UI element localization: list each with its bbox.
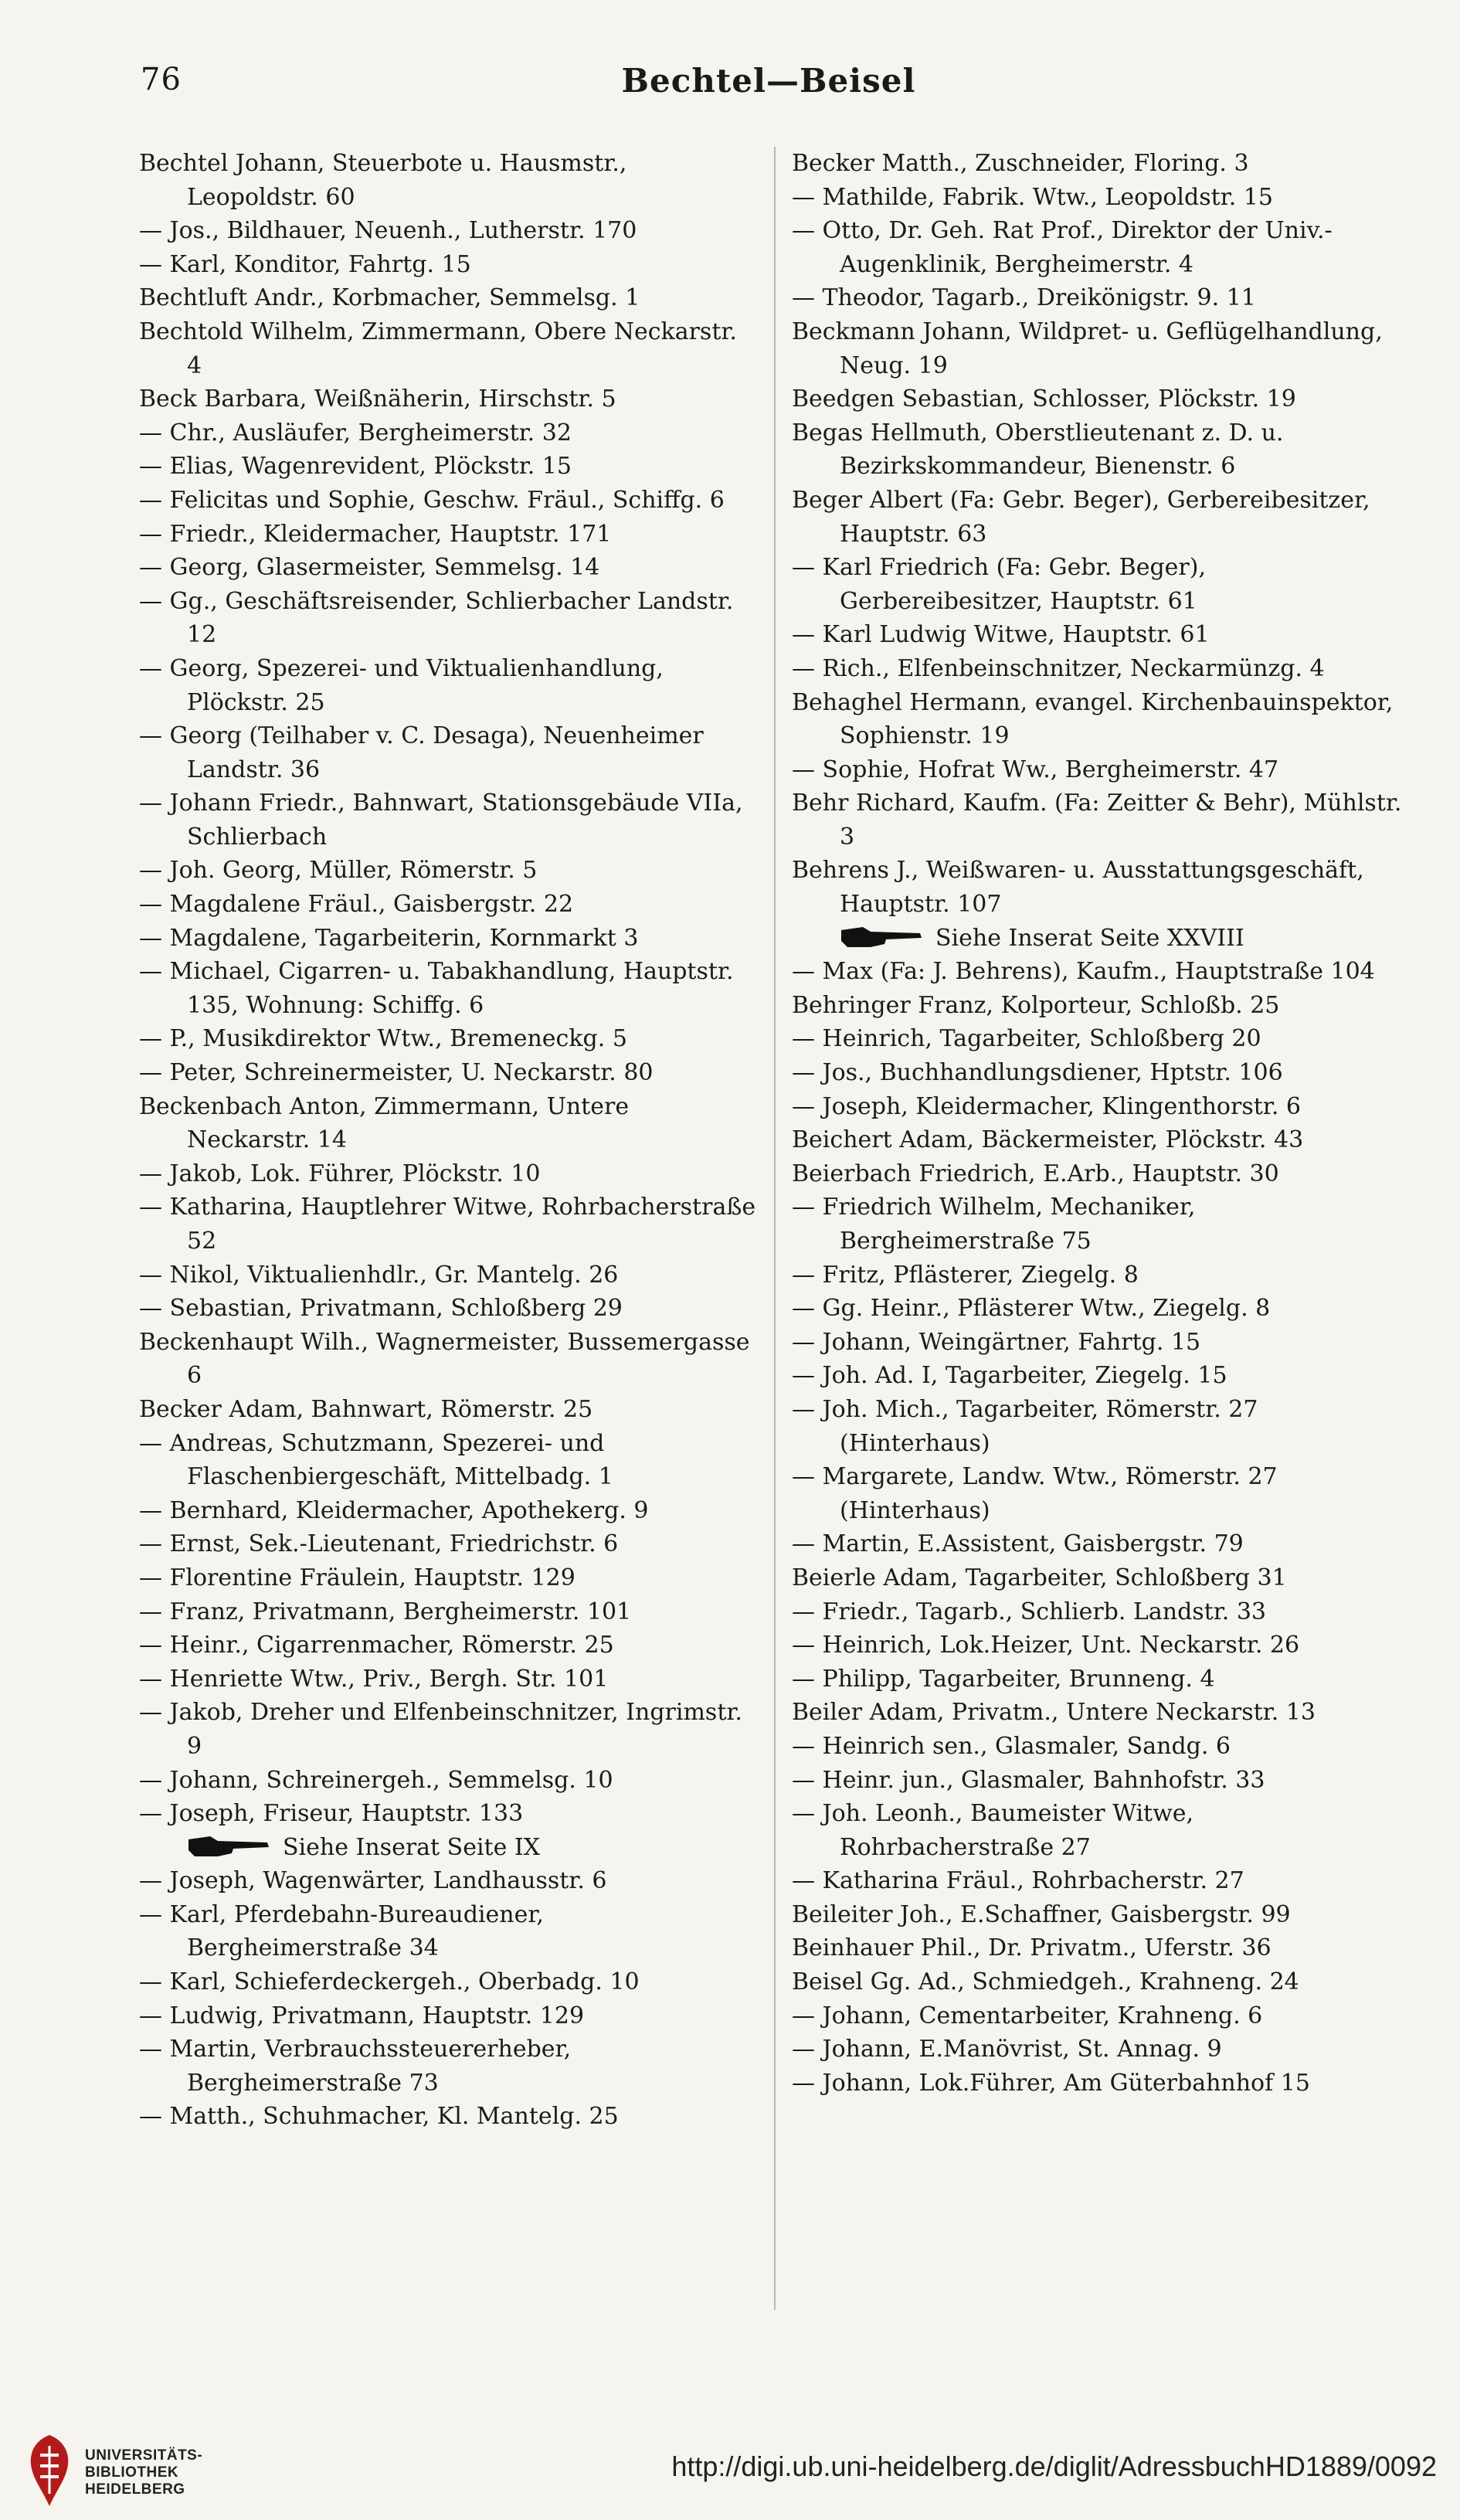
entry-text: — Joseph, Friseur, Hauptstr. 133 — [139, 1800, 524, 1828]
right-column-entry — [792, 1157, 1410, 1191]
entry-text: — Chr., Ausläufer, Bergheimerstr. 32 — [139, 419, 572, 447]
entry-text: — Nikol, Viktualienhdlr., Gr. Mantelg. 26 — [139, 1261, 619, 1289]
right-column-entry — [792, 1359, 1410, 1393]
entry-text: Bechtluft Andr., Korbmacher, Semmelsg. 1 — [139, 284, 640, 312]
right-column-entry — [792, 382, 1410, 416]
left-column-entry — [139, 1764, 757, 1798]
entry-text: — Heinr., Cigarrenmacher, Römerstr. 25 — [139, 1632, 614, 1659]
logo-line-1: UNIVERSITÄTS- — [85, 2447, 203, 2464]
entry-text: — Karl, Schieferdeckergeh., Oberbadg. 10 — [139, 1968, 640, 1996]
right-column-entry — [792, 181, 1410, 215]
left-column-entry — [139, 1056, 757, 1090]
left-column-entry — [139, 1190, 757, 1258]
entry-text: — Jos., Bildhauer, Neuenh., Lutherstr. 170 — [139, 217, 637, 245]
left-column-entry — [139, 1326, 757, 1393]
entry-text: — Jakob, Lok. Führer, Plöckstr. 10 — [139, 1160, 541, 1187]
entry-text: — Georg, Spezerei- und Viktualienhandlung, Plöckstr. 25 — [139, 654, 664, 716]
entry-text: — Martin, E.Assistent, Gaisbergstr. 79 — [792, 1530, 1244, 1558]
entry-text: — Michael, Cigarren- u. Tabakhandlung, Hauptstr. 135, Wohnung: Schiffg. 6 — [139, 958, 734, 1019]
library-logo — [22, 2432, 207, 2517]
right-column-entry — [792, 1460, 1410, 1527]
entry-text: — Heinrich, Lok.Heizer, Unt. Neckarstr. 26 — [792, 1632, 1300, 1659]
left-column-entry — [139, 450, 757, 484]
column-divider — [774, 147, 776, 2310]
entry-text: Siehe Inserat Seite XXVIII — [935, 924, 1244, 952]
right-column-entry — [792, 922, 1410, 956]
left-column-entry — [139, 1427, 757, 1494]
right-column-entry — [792, 1326, 1410, 1360]
entry-text: Beckenhaupt Wilh., Wagnermeister, Bussemergasse 6 — [139, 1328, 750, 1390]
entry-text: — Henriette Wtw., Priv., Bergh. Str. 101 — [139, 1665, 609, 1693]
entry-text: — Gg. Heinr., Pflästerer Wtw., Ziegelg. 8 — [792, 1295, 1271, 1323]
right-column-entry — [792, 1965, 1410, 1999]
entry-text: — Martin, Verbrauchssteuererheber, Bergheimerstraße 73 — [139, 2036, 572, 2097]
entry-text: — P., Musikdirektor Wtw., Bremeneckg. 5 — [139, 1025, 627, 1053]
entry-text: — Joh. Georg, Müller, Römerstr. 5 — [139, 857, 538, 885]
left-column-entry — [139, 1628, 757, 1662]
right-column-entry — [792, 1797, 1410, 1864]
entry-text: — Friedr., Kleidermacher, Hauptstr. 171 — [139, 520, 612, 548]
entry-text: — Margarete, Landw. Wtw., Römerstr. 27 (Hinterhaus) — [792, 1463, 1278, 1524]
entry-text: — Karl Ludwig Witwe, Hauptstr. 61 — [792, 621, 1210, 649]
entry-text: — Max (Fa: J. Behrens), Kaufm., Hauptstraße 104 — [792, 958, 1375, 986]
entry-text: — Felicitas und Sophie, Geschw. Fräul., Schiffg. 6 — [139, 486, 725, 514]
entry-text: Beisel Gg. Ad., Schmiedgeh., Krahneng. 24 — [792, 1968, 1299, 1996]
left-column-entry — [139, 214, 757, 248]
entry-text: — Joh. Ad. I, Tagarbeiter, Ziegelg. 15 — [792, 1362, 1227, 1390]
right-column-entry — [792, 686, 1410, 753]
right-column-entry — [792, 1258, 1410, 1292]
entry-text: — Sebastian, Privatmann, Schloßberg 29 — [139, 1295, 623, 1323]
left-column-entry — [139, 551, 757, 585]
left-column-entry — [139, 719, 757, 786]
entry-text: Bechtold Wilhelm, Zimmermann, Obere Neckarstr. 4 — [139, 318, 737, 379]
entry-text: Beckmann Johann, Wildpret- u. Geflügelhandlung, Neug. 19 — [792, 318, 1383, 379]
right-column-entry — [792, 1662, 1410, 1696]
right-column — [792, 147, 1410, 2100]
entry-text: Behr Richard, Kaufm. (Fa: Zeitter & Behr), Mühlstr. 3 — [792, 790, 1402, 851]
right-column-entry — [792, 1527, 1410, 1561]
entry-text: — Johann, Weingärtner, Fahrtg. 15 — [792, 1328, 1201, 1356]
right-column-entry — [792, 484, 1410, 551]
entry-text: — Heinrich sen., Glasmaler, Sandg. 6 — [792, 1732, 1231, 1760]
right-column-entry — [792, 1696, 1410, 1730]
left-column-entry — [139, 786, 757, 854]
right-column-entry — [792, 854, 1410, 921]
entry-text: — Andreas, Schutzmann, Spezerei- und Flaschenbiergeschäft, Mittelbadg. 1 — [139, 1429, 613, 1491]
right-column-entry — [792, 2067, 1410, 2101]
entry-text: — Bernhard, Kleidermacher, Apothekerg. 9 — [139, 1496, 649, 1524]
entry-text: — Jos., Buchhandlungsdiener, Hptstr. 106 — [792, 1059, 1283, 1087]
entry-text: — Magdalene Fräul., Gaisbergstr. 22 — [139, 891, 574, 919]
right-column-entry — [792, 1730, 1410, 1764]
left-column-entry — [139, 1696, 757, 1763]
entry-text: — Joh. Mich., Tagarbeiter, Römerstr. 27 (Hinterhaus) — [792, 1395, 1258, 1457]
entry-text: Beinhauer Phil., Dr. Privatm., Uferstr. 36 — [792, 1934, 1272, 1962]
entry-text: — Jakob, Dreher und Elfenbeinschnitzer, Ingrimstr. 9 — [139, 1699, 742, 1760]
right-column-entry — [792, 618, 1410, 652]
entry-text: — Johann, Lok.Führer, Am Güterbahnhof 15 — [792, 2069, 1310, 2097]
entry-text: Behringer Franz, Kolporteur, Schloßb. 25 — [792, 991, 1280, 1019]
entry-text: — Matth., Schuhmacher, Kl. Mantelg. 25 — [139, 2103, 619, 2131]
right-column-entry — [792, 955, 1410, 989]
entry-text: — Joseph, Wagenwärter, Landhausstr. 6 — [139, 1867, 607, 1895]
entry-text: Begas Hellmuth, Oberstlieutenant z. D. u. Bezirkskommandeur, Bienenstr. 6 — [792, 419, 1284, 481]
entry-text: Siehe Inserat Seite IX — [283, 1833, 541, 1861]
left-column-entry — [139, 1561, 757, 1595]
entry-text: — Heinr. jun., Glasmaler, Bahnhofstr. 33 — [792, 1766, 1265, 1794]
entry-text: — Philipp, Tagarbeiter, Brunneng. 4 — [792, 1665, 1215, 1693]
entry-text: Beierbach Friedrich, E.Arb., Hauptstr. 30 — [792, 1160, 1279, 1187]
left-column-entry — [139, 416, 757, 450]
entry-text: Beichert Adam, Bäckermeister, Plöckstr. 43 — [792, 1126, 1304, 1154]
left-column-entry — [139, 2100, 757, 2134]
page-number: 76 — [141, 62, 182, 97]
pointing-hand-icon — [187, 1833, 272, 1859]
entry-text: — Mathilde, Fabrik. Wtw., Leopoldstr. 15 — [792, 183, 1273, 211]
entry-text: — Sophie, Hofrat Ww., Bergheimerstr. 47 — [792, 756, 1279, 783]
right-column-entry — [792, 1628, 1410, 1662]
entry-text: — Otto, Dr. Geh. Rat Prof., Direktor der Univ.-Augenklinik, Bergheimerstr. 4 — [792, 217, 1333, 278]
entry-text: — Theodor, Tagarb., Dreikönigstr. 9. 11 — [792, 284, 1256, 312]
page-header — [131, 54, 1406, 124]
right-column-entry — [792, 1393, 1410, 1460]
entry-text: Beger Albert (Fa: Gebr. Beger), Gerbereibesitzer, Hauptstr. 63 — [792, 486, 1370, 548]
left-column-entry — [139, 1494, 757, 1528]
university-library-logo-icon — [22, 2432, 77, 2509]
left-column-entry — [139, 1999, 757, 2033]
entry-text: — Karl, Pferdebahn-Bureaudiener, Bergheimerstraße 34 — [139, 1900, 544, 1962]
left-column-entry — [139, 281, 757, 315]
logo-line-3: HEIDELBERG — [85, 2481, 185, 2498]
entry-text: — Florentine Fräulein, Hauptstr. 129 — [139, 1564, 576, 1591]
entry-text: — Magdalene, Tagarbeiterin, Kornmarkt 3 — [139, 924, 639, 952]
running-head: Bechtel—Beisel — [621, 62, 916, 100]
entry-text: — Peter, Schreinermeister, U. Neckarstr. 80 — [139, 1059, 654, 1087]
entry-text: — Joseph, Kleidermacher, Klingenthorstr. 6 — [792, 1092, 1301, 1120]
right-column-entry — [792, 652, 1410, 686]
left-column-entry — [139, 1292, 757, 1326]
source-url-link[interactable]: http://digi.ub.uni-heidelberg.de/diglit/AdressbuchHD1889/0092 — [671, 2450, 1437, 2482]
left-column-entry — [139, 1258, 757, 1292]
entry-text: — Katharina Fräul., Rohrbacherstr. 27 — [792, 1867, 1244, 1895]
left-column-entry — [139, 248, 757, 282]
left-column-entry — [139, 382, 757, 416]
left-column — [139, 147, 757, 2134]
entry-text: Becker Matth., Zuschneider, Floring. 3 — [792, 150, 1249, 177]
left-column-entry — [139, 1090, 757, 1157]
entry-text: Bechtel Johann, Steuerbote u. Hausmstr., Leopoldstr. 60 — [139, 150, 627, 211]
entry-text: Beedgen Sebastian, Schlosser, Plöckstr. 19 — [792, 385, 1296, 413]
right-column-entry — [792, 1292, 1410, 1326]
left-column-entry — [139, 1527, 757, 1561]
right-column-entry — [792, 1864, 1410, 1898]
right-column-entry — [792, 1190, 1410, 1258]
left-column-entry — [139, 1157, 757, 1191]
left-column-entry — [139, 1662, 757, 1696]
right-column-entry — [792, 989, 1410, 1023]
entry-text: Behaghel Hermann, evangel. Kirchenbauinspektor, Sophienstr. 19 — [792, 688, 1394, 750]
right-column-entry — [792, 1056, 1410, 1090]
entry-text: — Ernst, Sek.-Lieutenant, Friedrichstr. 6 — [139, 1530, 619, 1558]
entry-text: Beckenbach Anton, Zimmermann, Untere Neckarstr. 14 — [139, 1092, 630, 1154]
left-column-entry — [139, 1898, 757, 1965]
entry-text: — Karl Friedrich (Fa: Gebr. Beger), Gerbereibesitzer, Hauptstr. 61 — [792, 554, 1207, 615]
right-column-entry — [792, 786, 1410, 854]
left-column-entry — [139, 955, 757, 1022]
entry-text: — Franz, Privatmann, Bergheimerstr. 101 — [139, 1598, 632, 1625]
entry-text: — Joh. Leonh., Baumeister Witwe, Rohrbacherstraße 27 — [792, 1800, 1194, 1861]
entry-text: — Johann Friedr., Bahnwart, Stationsgebäude VIIa, Schlierbach — [139, 790, 743, 851]
logo-line-2: BIBLIOTHEK — [85, 2464, 179, 2481]
left-column-entry — [139, 888, 757, 922]
entry-text: — Katharina, Hauptlehrer Witwe, Rohrbacherstraße 52 — [139, 1194, 756, 1255]
left-column-entry — [139, 315, 757, 382]
entry-text: — Karl, Konditor, Fahrtg. 15 — [139, 250, 471, 278]
left-column-entry — [139, 922, 757, 956]
entry-text: — Georg, Glasermeister, Semmelsg. 14 — [139, 554, 600, 582]
entry-text: — Friedrich Wilhelm, Mechaniker, Bergheimerstraße 75 — [792, 1194, 1196, 1255]
left-column-entry — [139, 2033, 757, 2100]
entry-text: Beileiter Joh., E.Schaffner, Gaisbergstr. 99 — [792, 1900, 1291, 1928]
left-column-entry — [139, 1797, 757, 1831]
left-column-entry — [139, 1595, 757, 1629]
entry-text: — Ludwig, Privatmann, Hauptstr. 129 — [139, 2002, 585, 2029]
entry-text: Becker Adam, Bahnwart, Römerstr. 25 — [139, 1395, 593, 1423]
left-column-entry — [139, 652, 757, 719]
left-column-entry — [139, 1022, 757, 1056]
right-column-entry — [792, 315, 1410, 382]
right-column-entry — [792, 1123, 1410, 1157]
right-column-entry — [792, 551, 1410, 618]
entry-text: — Fritz, Pflästerer, Ziegelg. 8 — [792, 1261, 1139, 1289]
entry-text: — Johann, Schreinergeh., Semmelsg. 10 — [139, 1766, 613, 1794]
entry-text: Beck Barbara, Weißnäherin, Hirschstr. 5 — [139, 385, 616, 413]
right-column-entry — [792, 281, 1410, 315]
left-column-entry — [139, 585, 757, 652]
entry-text: — Rich., Elfenbeinschnitzer, Neckarmünzg. 4 — [792, 654, 1325, 682]
right-column-entry — [792, 1022, 1410, 1056]
right-column-entry — [792, 1931, 1410, 1965]
right-column-entry — [792, 1764, 1410, 1798]
left-column-entry — [139, 854, 757, 888]
directory-columns — [139, 147, 1414, 2318]
entry-text: Beierle Adam, Tagarbeiter, Schloßberg 31 — [792, 1564, 1287, 1591]
pointing-hand-icon — [840, 924, 925, 950]
left-column-entry — [139, 1831, 757, 1865]
right-column-entry — [792, 1561, 1410, 1595]
right-column-entry — [792, 147, 1410, 181]
entry-text: Behrens J., Weißwaren- u. Ausstattungsgeschäft, Hauptstr. 107 — [792, 857, 1364, 919]
right-column-entry — [792, 214, 1410, 281]
entry-text: Beiler Adam, Privatm., Untere Neckarstr. 13 — [792, 1699, 1316, 1727]
left-column-entry — [139, 1965, 757, 1999]
entry-text: — Elias, Wagenrevident, Plöckstr. 15 — [139, 453, 572, 481]
left-column-entry — [139, 484, 757, 518]
entry-text: — Gg., Geschäftsreisender, Schlierbacher Landstr. 12 — [139, 587, 734, 649]
entry-text: — Friedr., Tagarb., Schlierb. Landstr. 33 — [792, 1598, 1267, 1625]
left-column-entry — [139, 1864, 757, 1898]
left-column-entry — [139, 518, 757, 552]
right-column-entry — [792, 1898, 1410, 1932]
entry-text: — Johann, Cementarbeiter, Krahneng. 6 — [792, 2002, 1263, 2029]
left-column-entry — [139, 1393, 757, 1427]
left-column-entry — [139, 147, 757, 214]
page-footer — [0, 2426, 1460, 2520]
right-column-entry — [792, 1999, 1410, 2033]
right-column-entry — [792, 753, 1410, 787]
right-column-entry — [792, 416, 1410, 484]
entry-text: — Georg (Teilhaber v. C. Desaga), Neuenheimer Landstr. 36 — [139, 722, 704, 783]
right-column-entry — [792, 1595, 1410, 1629]
right-column-entry — [792, 2033, 1410, 2067]
right-column-entry — [792, 1090, 1410, 1124]
entry-text: — Heinrich, Tagarbeiter, Schloßberg 20 — [792, 1025, 1261, 1053]
entry-text: — Johann, E.Manövrist, St. Annag. 9 — [792, 2036, 1222, 2063]
